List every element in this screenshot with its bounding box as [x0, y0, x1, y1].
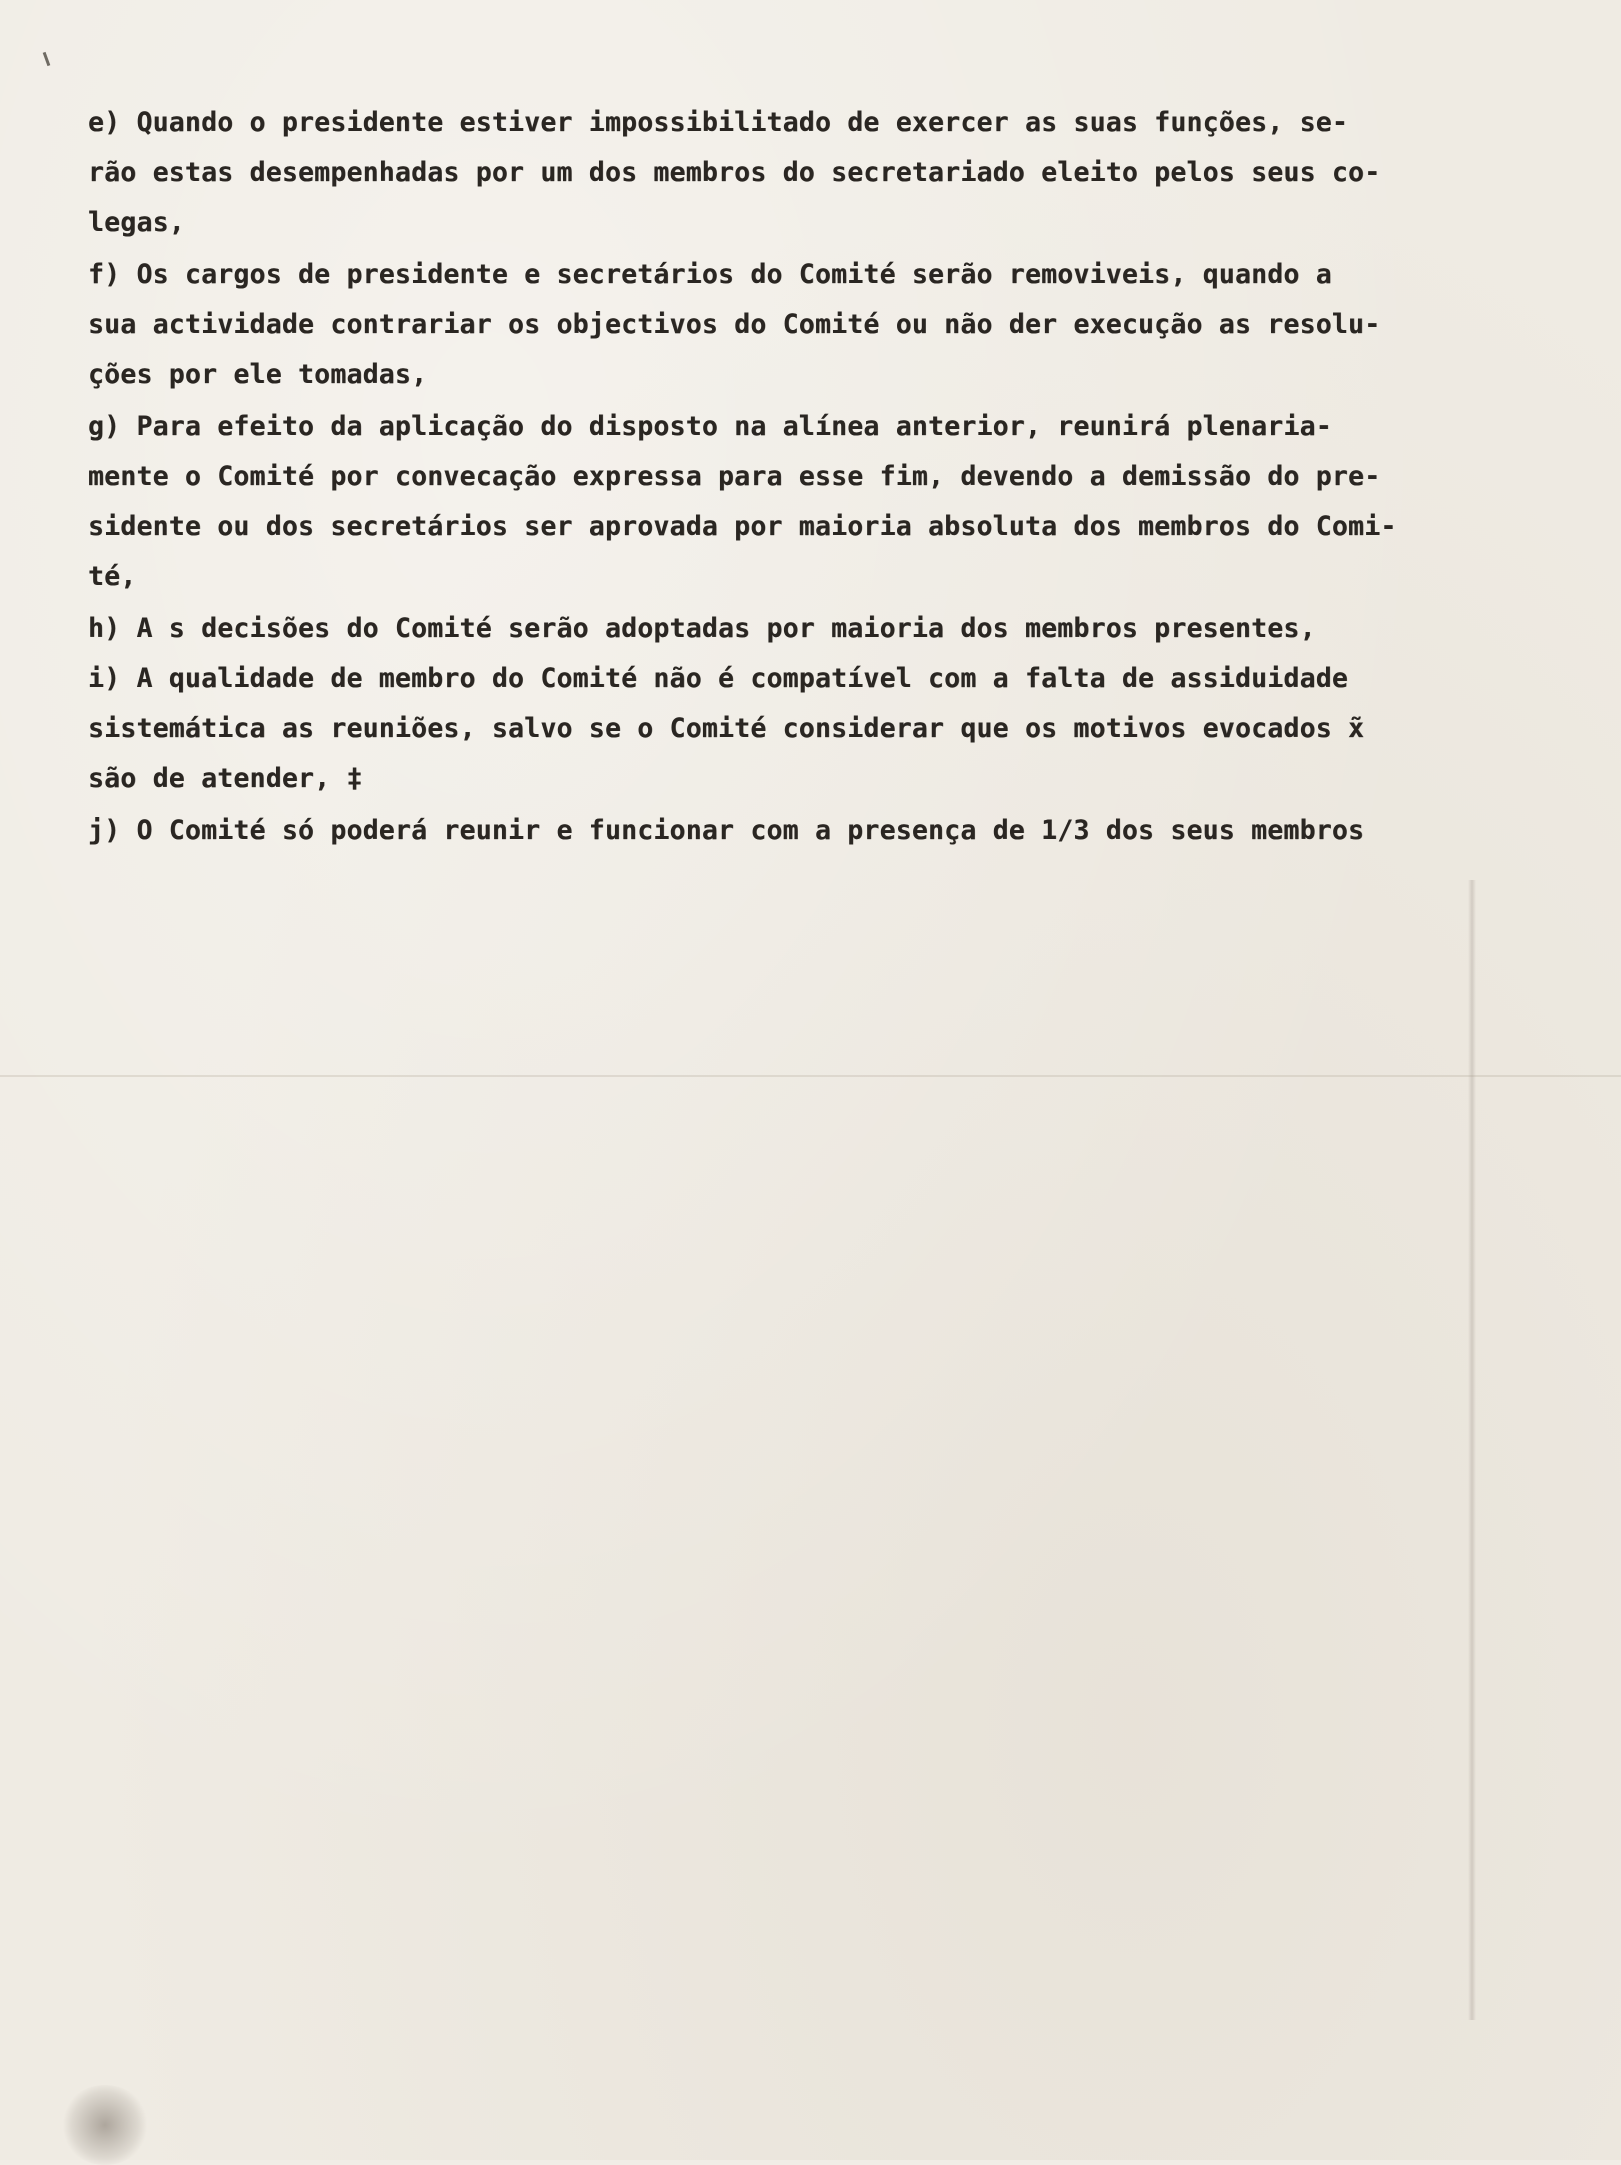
typewritten-text: [88, 98, 1508, 856]
text-line: g) Para efeito da aplicação do disposto na alínea anterior, reunirá plenaria-: [88, 411, 1332, 442]
paper-fold-line: [0, 1075, 1621, 1077]
text-line: legas,: [88, 207, 185, 238]
text-line: sidente ou dos secretários ser aprovada por maioria absoluta dos membros do Comi-: [88, 511, 1397, 542]
text-line: são de atender, ‡: [88, 763, 363, 794]
text-line: sistemática as reuniões, salvo se o Comité considerar que os motivos evocados x̃: [88, 713, 1365, 744]
text-line: mente o Comité por convecação expressa para esse fim, devendo a demissão do pre-: [88, 461, 1381, 492]
text-line: sua actividade contrariar os objectivos do Comité ou não der execução as resolu-: [88, 309, 1381, 340]
text-line: e) Quando o presidente estiver impossibilitado de exercer as suas funções, se-: [88, 107, 1349, 138]
text-line: j) O Comité só poderá reunir e funcionar com a presença de 1/3 dos seus membros: [88, 815, 1365, 846]
ink-smudge: [60, 2085, 150, 2165]
text-line: i) A qualidade de membro do Comité não é compatível com a falta de assiduidade: [88, 663, 1349, 694]
text-line: f) Os cargos de presidente e secretários do Comité serão removiveis, quando a: [88, 259, 1332, 290]
text-line: h) A s decisões do Comité serão adoptadas por maioria dos membros presentes,: [88, 613, 1316, 644]
corner-mark: [43, 52, 51, 66]
paper-edge-shadow: [1468, 880, 1476, 2020]
text-line: ções por ele tomadas,: [88, 359, 428, 390]
text-line: té,: [88, 561, 137, 592]
text-line: rão estas desempenhadas por um dos membros do secretariado eleito pelos seus co-: [88, 157, 1381, 188]
